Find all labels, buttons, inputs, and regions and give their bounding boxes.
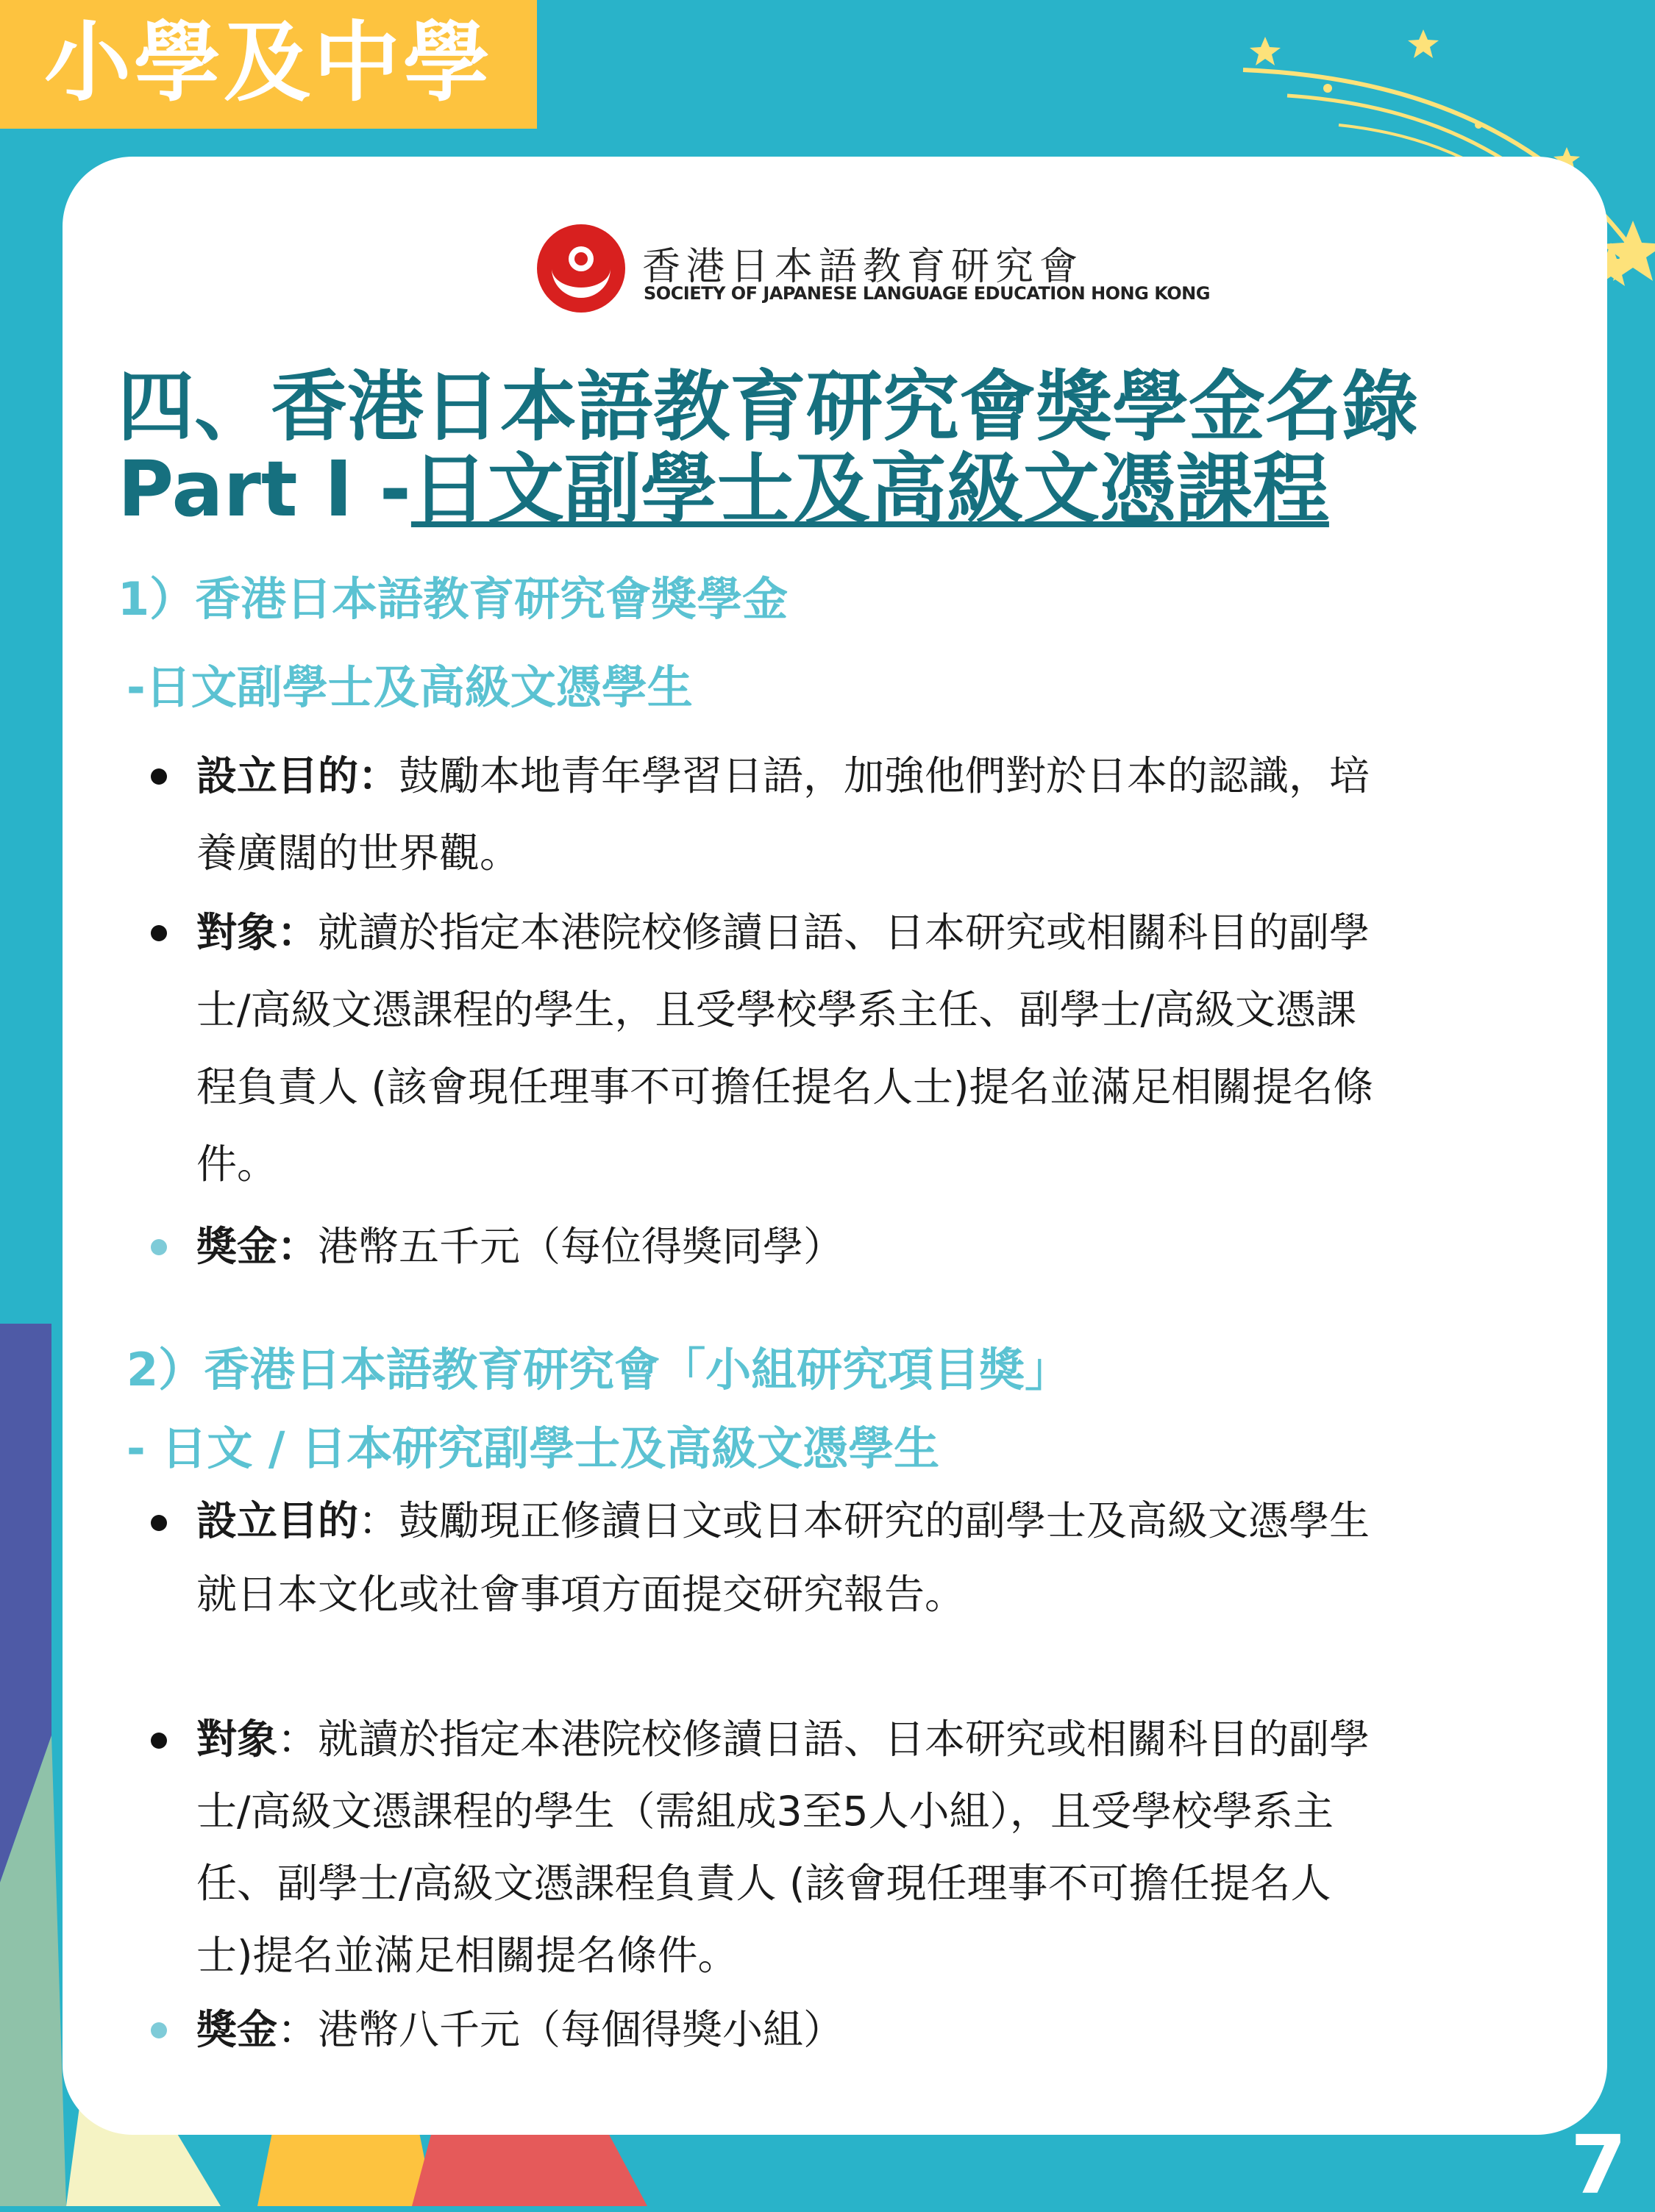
purpose-text: ：鼓勵現正修讀日文或日本研究的副學士及高級文憑學生 (358, 1497, 1370, 1544)
purpose-label: 設立目的 (196, 1497, 359, 1544)
award-text: ：港幣八千元（每個得獎小組） (277, 2006, 844, 2053)
title-part-prefix: Part I - (118, 444, 411, 534)
bullet-dot (151, 1733, 167, 1749)
eligibility-text-4: 士)提名並滿足相關提名條件。 (196, 1932, 738, 1979)
section1-subheading: -日文副學士及高級文憑學生 (127, 660, 693, 714)
eligibility-label: 對象 (196, 1716, 278, 1763)
category-tag (0, 0, 537, 129)
purpose-label: 設立目的： (196, 752, 399, 799)
page-number: 7 (1570, 2118, 1627, 2212)
page-title-line2 (118, 445, 1329, 533)
section2-eligibility (196, 1703, 1557, 1991)
eligibility-text-4: 件。 (196, 1141, 278, 1188)
section1-eligibility (196, 894, 1557, 1203)
eligibility-text: 就讀於指定本港院校修讀日語、日本研究或相關科目的副學 (318, 909, 1370, 956)
bullet-dot (151, 768, 167, 785)
section2-award (196, 1991, 1557, 2069)
section1-heading: 1）香港日本語教育研究會獎學金 (118, 572, 789, 626)
purpose-text-cont: 養廣闊的世界觀。 (196, 830, 521, 877)
bullet-dot (151, 1239, 167, 1255)
section1-award (196, 1208, 1557, 1285)
purpose-text: 鼓勵本地青年學習日語，加強他們對於日本的認識，培 (399, 752, 1370, 799)
society-emblem-icon (533, 221, 629, 316)
section1-purpose (196, 738, 1557, 892)
award-text: 港幣五千元（每位得獎同學） (318, 1223, 844, 1270)
bullet-dot (151, 2022, 167, 2038)
bullet-dot (151, 925, 167, 941)
eligibility-text-3: 程負責人 (該會現任理事不可擔任提名人士)提名並滿足相關提名條 (196, 1063, 1374, 1110)
eligibility-text: ：就讀於指定本港院校修讀日語、日本研究或相關科目的副學 (277, 1716, 1370, 1763)
eligibility-text-3: 任、副學士/高級文憑課程負責人 (該會現任理事不可擔任提名人 (196, 1860, 1331, 1907)
category-tag-text: 小學及中學 (44, 12, 494, 113)
eligibility-text-2: 士/高級文憑課程的學生（需組成3至5人小組），且受學校學系主 (196, 1788, 1334, 1835)
bullet-dot (151, 1515, 167, 1531)
section2-heading: 2）香港日本語教育研究會「小組研究項目獎」 (127, 1343, 1071, 1396)
eligibility-text-2: 士/高級文憑課程的學生，且受學校學系主任、副學士/高級文憑課 (196, 986, 1357, 1033)
page-title-line1: 四、香港日本語教育研究會獎學金名錄 (118, 362, 1419, 452)
section2-purpose (196, 1484, 1557, 1631)
award-label: 獎金： (196, 1223, 318, 1270)
logo-english-name: SOCIETY OF JAPANESE LANGUAGE EDUCATION HONG KONG (644, 283, 1210, 304)
organization-logo (533, 221, 1210, 316)
eligibility-label: 對象： (196, 909, 318, 956)
title-course-name: 日文副學士及高級文憑課程 (410, 444, 1329, 534)
section2-subheading: - 日文 / 日本研究副學士及高級文憑學生 (127, 1421, 940, 1475)
purpose-text-cont: 就日本文化或社會事項方面提交研究報告。 (196, 1571, 966, 1618)
logo-chinese-name: 香港日本語教育研究會 (642, 245, 1084, 289)
award-label: 獎金 (196, 2006, 278, 2053)
